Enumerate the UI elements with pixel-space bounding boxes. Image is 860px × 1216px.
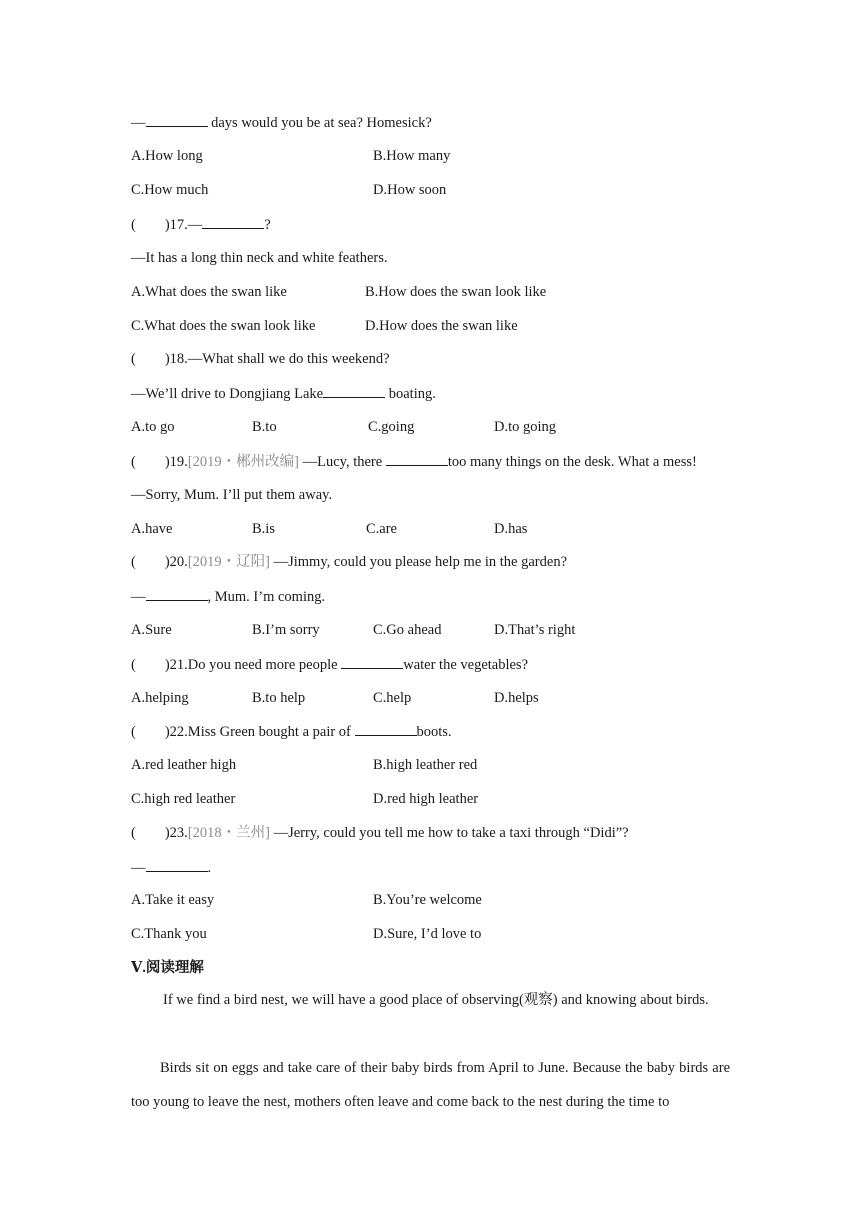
q23-number: 23. xyxy=(169,825,188,841)
q20-option-c: C.Go ahead xyxy=(373,622,442,638)
q16-option-a: A.How long xyxy=(131,148,203,164)
answer-blank xyxy=(146,112,208,127)
q16-option-b: B.How many xyxy=(373,148,451,164)
q22-option-d: D.red high leather xyxy=(373,791,479,807)
q23-reply-post: . xyxy=(207,860,212,876)
q18-stem-text: 18.—What shall we do this weekend? xyxy=(169,351,390,367)
q19-reply: —Sorry, Mum. I’ll put them away. xyxy=(131,487,333,503)
q16-option-c: C.How much xyxy=(131,182,209,198)
q21-option-b: B.to help xyxy=(252,690,306,706)
q16-stem xyxy=(131,112,432,133)
q21-option-d: D.helps xyxy=(494,690,539,706)
q19-number: 19. xyxy=(169,454,188,470)
q18-reply xyxy=(131,383,436,404)
q23-stem xyxy=(131,823,629,843)
q20-option-a: A.Sure xyxy=(131,622,172,638)
q18-option-c: C.going xyxy=(368,419,415,435)
q22-option-a: A.red leather high xyxy=(131,757,237,773)
answer-paren: ( ) xyxy=(131,217,170,233)
q21-option-c: C.help xyxy=(373,690,412,706)
q22-stem-pre: 22.Miss Green bought a pair of xyxy=(169,724,355,740)
answer-paren: ( ) xyxy=(131,454,170,470)
q20-reply-post: , Mum. I’m coming. xyxy=(207,589,326,605)
answer-blank xyxy=(323,383,385,398)
q17-stem-post: ? xyxy=(264,217,271,233)
q19-source-tag: [2019・郴州改编] xyxy=(187,454,299,470)
q21-stem xyxy=(131,654,528,675)
answer-blank xyxy=(202,214,264,229)
q23-stem-text: —Jerry, could you tell me how to take a taxi through “Didi”? xyxy=(269,825,629,841)
q17-stem xyxy=(131,214,271,235)
q19-option-a: A.have xyxy=(131,521,173,537)
q18-option-d: D.to going xyxy=(494,419,557,435)
passage-paragraph-1: If we find a bird nest, we will have a good place of observing(观察) and knowing about birds. xyxy=(163,992,709,1008)
answer-blank xyxy=(355,721,417,736)
answer-blank xyxy=(386,451,448,466)
q20-stem xyxy=(131,552,567,572)
q23-reply-pre: — xyxy=(131,860,146,876)
q17-option-c: C.What does the swan look like xyxy=(131,318,316,334)
answer-paren: ( ) xyxy=(131,825,170,841)
answer-blank xyxy=(341,654,403,669)
q18-option-a: A.to go xyxy=(131,419,175,435)
q17-option-d: D.How does the swan like xyxy=(365,318,518,334)
q20-option-d: D.That’s right xyxy=(494,622,576,638)
q23-option-c: C.Thank you xyxy=(131,926,207,942)
q20-number: 20. xyxy=(169,554,188,570)
q23-option-d: D.Sure, I’d love to xyxy=(373,926,482,942)
answer-paren: ( ) xyxy=(131,351,170,367)
q23-option-b: B.You’re welcome xyxy=(373,892,482,908)
q19-stem-pre: —Lucy, there xyxy=(298,454,386,470)
q20-option-b: B.I’m sorry xyxy=(252,622,320,638)
q21-option-a: A.helping xyxy=(131,690,189,706)
q19-option-d: D.has xyxy=(494,521,528,537)
q19-stem xyxy=(131,451,697,472)
q23-reply xyxy=(131,857,211,878)
q23-source-tag: [2018・兰州] xyxy=(187,825,270,841)
q17-option-a: A.What does the swan like xyxy=(131,284,287,300)
q18-option-b: B.to xyxy=(252,419,277,435)
q17-answer-line: —It has a long thin neck and white feathers. xyxy=(131,250,388,266)
q19-option-c: C.are xyxy=(366,521,397,537)
q16-stem-post: days would you be at sea? Homesick? xyxy=(207,115,432,131)
q20-source-tag: [2019・辽阳] xyxy=(187,554,270,570)
q20-stem-text: —Jimmy, could you please help me in the garden? xyxy=(269,554,568,570)
q18-reply-post: boating. xyxy=(385,386,436,402)
passage-paragraph-2: Birds sit on eggs and take care of their baby birds from April to June. Because the baby birds are too young to leave the nest, mothers often leave and come back to the nest during the time to xyxy=(131,1060,730,1110)
q22-option-b: B.high leather red xyxy=(373,757,478,773)
q16-stem-pre: — xyxy=(131,115,146,131)
q19-option-b: B.is xyxy=(252,521,275,537)
q21-stem-pre: 21.Do you need more people xyxy=(169,657,342,673)
q19-stem-post: too many things on the desk. What a mess! xyxy=(447,454,697,470)
q18-reply-pre: —We’ll drive to Dongjiang Lake xyxy=(131,386,324,402)
q18-stem xyxy=(131,349,390,369)
q16-option-d: D.How soon xyxy=(373,182,447,198)
answer-paren: ( ) xyxy=(131,554,170,570)
answer-paren: ( ) xyxy=(131,724,170,740)
q17-stem-pre: 17.— xyxy=(169,217,203,233)
answer-blank xyxy=(146,857,208,872)
answer-blank xyxy=(146,586,208,601)
q22-stem xyxy=(131,721,452,742)
q23-option-a: A.Take it easy xyxy=(131,892,215,908)
section-heading: Ⅴ.阅读理解 xyxy=(131,960,204,976)
q20-reply xyxy=(131,586,325,607)
answer-paren: ( ) xyxy=(131,657,170,673)
q21-stem-post: water the vegetables? xyxy=(403,657,529,673)
q17-option-b: B.How does the swan look like xyxy=(365,284,547,300)
q22-option-c: C.high red leather xyxy=(131,791,236,807)
q22-stem-post: boots. xyxy=(416,724,452,740)
q20-reply-pre: — xyxy=(131,589,146,605)
